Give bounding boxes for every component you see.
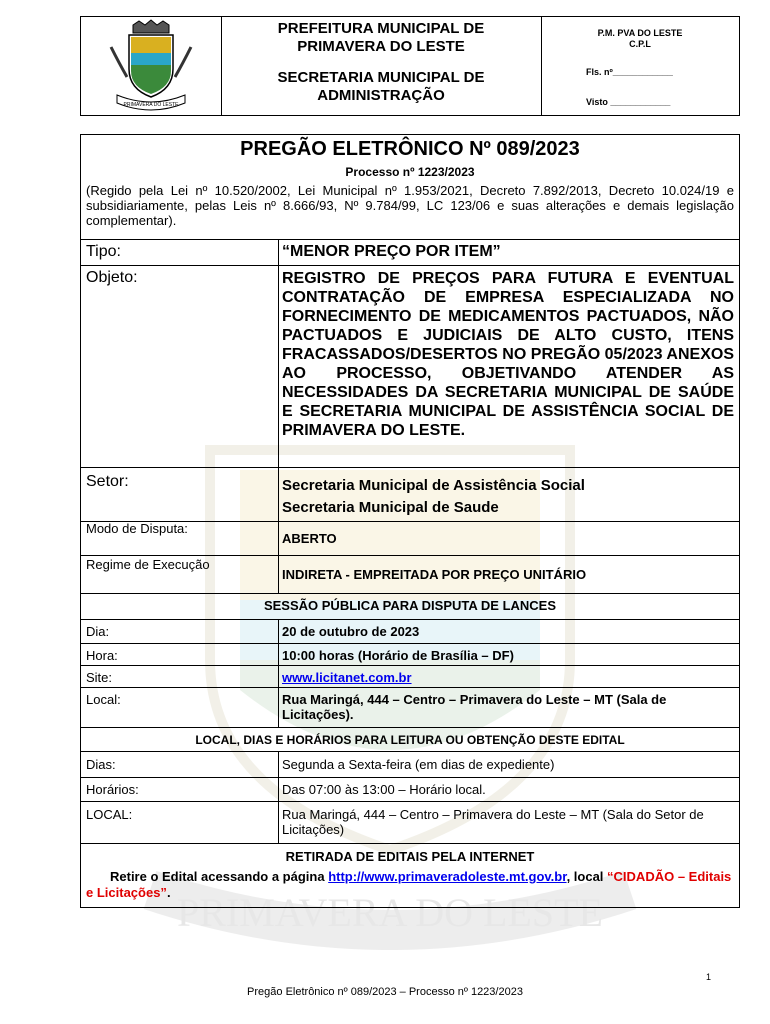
row-divider (81, 593, 739, 594)
fls-field: Fls. nº____________ (586, 67, 673, 77)
objeto-value: REGISTRO DE PREÇOS PARA FUTURA E EVENTUAL CONTRATAÇÃO DE EMPRESA ESPECIALIZADA NO FORNECIMENTO DE MEDICAMENTOS PACTUADOS, NÃO PACTUADOS E JUDICIAIS DE ALTO CUSTO, ITENS FRACASSADOS/DESERTOS NO PREGÃO 05/2023 ANEXOS AO PROCESSO, OBJETIVANDO ATENDER AS NECESSIDADES DA SECRETARIA MUNICIPAL DE SAÚDE E SECRETARIA MUNICIPAL DE ASSISTÊNCIA SOCIAL DE PRIMAVERA DO LESTE. (282, 270, 734, 439)
horarios-label: Horários: (86, 782, 139, 797)
site-label: Site: (86, 670, 113, 685)
hora-value: 10:00 horas (Horário de Brasília – DF) (282, 648, 514, 663)
hora-label: Hora: (86, 648, 118, 663)
row-divider (81, 467, 739, 468)
page-number: 1 (706, 972, 712, 982)
dia-value: 20 de outubro de 2023 (282, 624, 420, 639)
column-divider (278, 751, 279, 843)
row-divider (81, 643, 739, 644)
row-divider (81, 801, 739, 802)
column-divider (278, 619, 279, 727)
meta-org (541, 28, 739, 50)
modo-disputa-label: Modo de Disputa: (86, 521, 188, 536)
dia-label: Dia: (86, 624, 110, 639)
row-divider (81, 239, 739, 240)
org-line-1: PREFEITURA MUNICIPAL DE (277, 20, 485, 37)
setor-value (282, 475, 734, 519)
leitura-local-value: Rua Maringá, 444 – Centro – Primavera do Leste – MT (Sala do Setor de Licitações) (282, 807, 704, 837)
row-divider (81, 687, 739, 688)
row-divider (81, 555, 739, 556)
pregao-title: PREGÃO ELETRÔNICO Nº 089/2023 (240, 138, 580, 160)
setor-assistencia: Secretaria Municipal de Assistência Social (282, 477, 585, 494)
org-name (221, 20, 541, 56)
regime-value: INDIRETA - EMPREITADA POR PREÇO UNITÁRIO (282, 567, 587, 582)
site-link[interactable]: www.licitanet.com.br (282, 670, 412, 685)
regime-label: Regime de Execução (86, 557, 210, 572)
row-divider (81, 265, 739, 266)
watermark-text: PRIMAVERA DO LESTE (177, 890, 603, 935)
meta-cpl: C.P.L (629, 39, 651, 49)
leitura-heading: LOCAL, DIAS E HORÁRIOS PARA LEITURA OU OBTENÇÃO DESTE EDITAL (195, 733, 625, 747)
legal-basis-text: (Regido pela Lei nº 10.520/2002, Lei Municipal nº 1.953/2021, Decreto 7.892/2013, Decreto 10.024/19 e subsidiariamente, pelas Leis nº 8.666/93, Nº 9.784/99, LC 123/06 e suas alterações e demais legislação complementar). (86, 183, 734, 228)
org-line-2: PRIMAVERA DO LESTE (297, 38, 465, 55)
retirada-end: . (166, 885, 171, 900)
edital-summary-table (80, 134, 740, 908)
document-header (80, 16, 740, 116)
logo-cell (81, 17, 222, 115)
setor-label: Setor: (86, 473, 129, 490)
cidadao-section: “CIDADÃO – Editais e Licitações” (86, 869, 732, 900)
portal-link[interactable]: http://www.primaveradoleste.mt.gov.br (328, 869, 567, 884)
retirada-text (86, 869, 734, 901)
row-divider (81, 619, 739, 620)
retirada-text-before: Retire o Edital acessando a página (110, 869, 329, 884)
retirada-heading: RETIRADA DE EDITAIS PELA INTERNET (285, 849, 535, 864)
dias-value: Segunda a Sexta-feira (em dias de expediente) (282, 757, 555, 772)
local-label: Local: (86, 692, 121, 707)
municipal-crest-logo (81, 17, 221, 115)
column-divider (278, 239, 279, 593)
leitura-local-label: LOCAL: (86, 807, 133, 822)
sessao-heading: SESSÃO PÚBLICA PARA DISPUTA DE LANCES (263, 598, 557, 613)
modo-disputa-value: ABERTO (282, 531, 337, 546)
tipo-value: “MENOR PREÇO POR ITEM” (282, 243, 501, 260)
objeto-label: Objeto: (86, 269, 138, 286)
horarios-value: Das 07:00 às 13:00 – Horário local. (282, 782, 486, 797)
header-title-cell (221, 17, 542, 115)
row-divider (81, 751, 739, 752)
local-value: Rua Maringá, 444 – Centro – Primavera do Leste – MT (Sala de Licitações). (282, 692, 667, 722)
retirada-text-after: , local (566, 869, 604, 884)
row-divider (81, 727, 739, 728)
tipo-label: Tipo: (86, 243, 121, 260)
dept-name (221, 69, 541, 105)
meta-org-name: P.M. PVA DO LESTE (597, 28, 683, 38)
setor-saude: Secretaria Municipal de Saude (282, 499, 499, 516)
processo-number: Processo nº 1223/2023 (345, 165, 475, 179)
visto-field: Visto ____________ (586, 97, 671, 107)
row-divider (81, 843, 739, 844)
dept-line-2: ADMINISTRAÇÃO (317, 87, 445, 104)
footer-text: Pregão Eletrônico nº 089/2023 – Processo nº 1223/2023 (247, 986, 523, 998)
row-divider (81, 665, 739, 666)
header-meta-cell (541, 17, 739, 115)
dept-line-1: SECRETARIA MUNICIPAL DE (277, 69, 485, 86)
row-divider (81, 777, 739, 778)
dias-label: Dias: (86, 757, 116, 772)
crest-banner-text: PRIMAVERA DO LESTE (123, 102, 179, 108)
